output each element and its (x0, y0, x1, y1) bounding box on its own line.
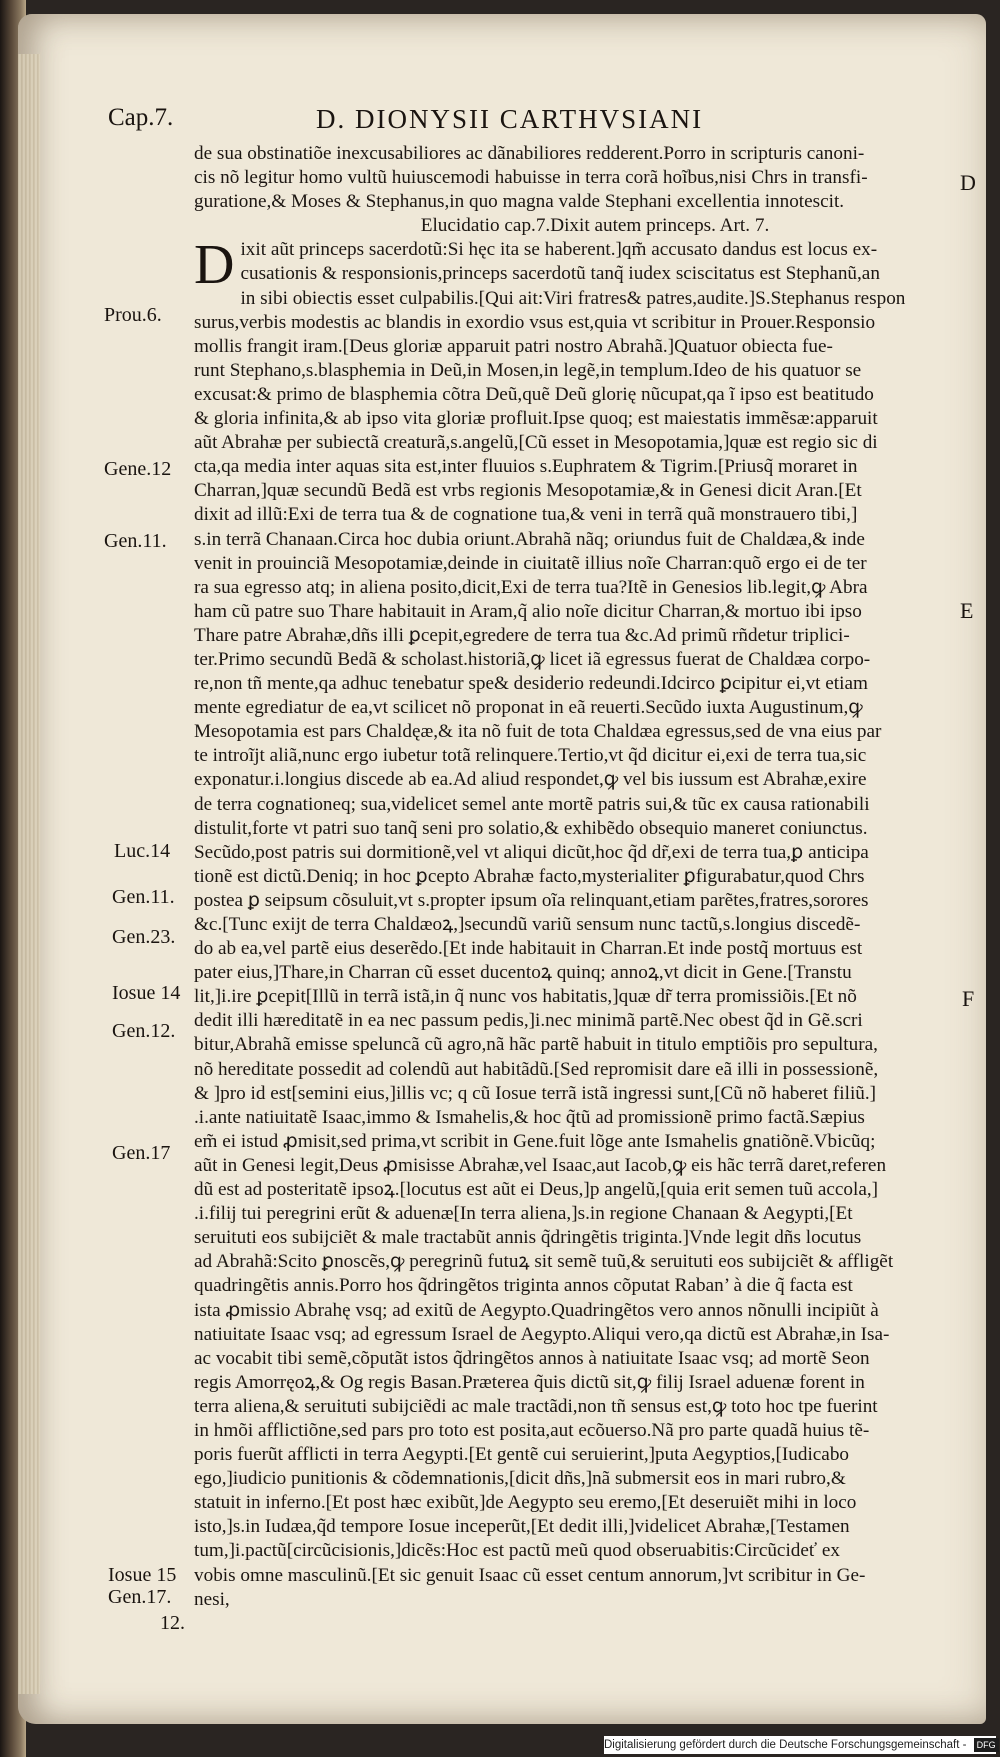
text-line: te introĩjt aliã,nunc ergo iubetur totã relinquere.Tertio,vt q̃d dicitur ei,exi de terra tua,sic (194, 745, 867, 767)
margin-note: 12. (160, 1612, 185, 1634)
text-line: Secũdo,post patris sui dormitionẽ,vel vt aliqui dicũt,hoc q̃d dr̃,exi de terra tua,ꝑ anticipa (194, 841, 869, 863)
text-line: seruituti eos subijciẽt & male tractabũt annis q̃dringẽtis triginta.]Vnde legit dñs locutus (194, 1227, 862, 1249)
text-line: poris fuerũt afflicti in terra Aegypti.[Et gentẽ cui seruierint,]puta Aegyptios,[Iudicabo (194, 1444, 850, 1466)
text-line: em̃ ei istud ꝓmisit,sed prima,vt scribit in Gene.fuit lõge ante Ismahelis gnatiõnẽ.Vbicũq; (194, 1130, 876, 1152)
text-line: lit,]i.ire ꝑcepit[Illũ in terrã istã,in q̃ nunc vos habitatis,]quæ dr̃ terra promissiõis.[Et nõ (194, 986, 857, 1008)
text-line: de sua obstinatiõe inexcusabiliores ac dãnabiliores redderent.Porro in scripturis canoni- (194, 143, 865, 164)
text-line: ra sua egresso atq; in aliena posito,dicit,Exi de terra tua?Itẽ in Genesios lib.legit,ꝙ Abra (194, 576, 868, 598)
text-line: ista ꝓmissio Abrahę vsq; ad exitũ de Aegypto.Quadringẽtos vero annos nõnulli incipiũt à (194, 1299, 879, 1321)
text-line: postea ꝑ seipsum cõsuluit,vt s.propter ipsum oĩa relinquant,etiam parẽtes,fratres,sorores (194, 889, 869, 911)
margin-note: Iosue 14 (112, 982, 181, 1004)
text-line: Thare patre Abrahæ,dñs illi ꝑcepit,egredere de terra tua &c.Ad primũ rñdetur triplici- (194, 624, 850, 646)
text-line: de terra cognationeq; sua,videlicet semel ante mortẽ patris sui,& tũc ex causa rationabili (194, 793, 870, 815)
text-line: & ]pro id est[semini eius,]illis vc; q cũ Iosue terrã istã ingressi sunt,[Cũ nõ haberet filiũ.] (194, 1082, 877, 1104)
text-line: tionẽ est dictũ.Deniq; in hoc ꝑcepto Abrahæ facto,mysterialiter ꝑfigurabatur,quod Chrs (194, 865, 865, 887)
text-line: re,non tñ mente,qa adhuc tenebatur spe& desiderio redeundi.Idcirco ꝑcipitur ei,vt etiam (194, 673, 868, 695)
running-title: D. DIONYSII CARTHVSIANI (316, 104, 704, 134)
text-line: in hmõi afflictiõne,sed pars pro toto est posita,aut ecõuerso.Nã pro parte quadã huius tẽ- (194, 1419, 870, 1441)
text-line: .i.ante natiuitatẽ Isaac,immo & Ismahelis,& hoc q̃tũ ad promissionẽ primo factã.Sæpius (194, 1106, 865, 1128)
text-line: Mesopotamia est pars Chaldęæ,& ita nõ fuit de tota Chaldæa egressus,sed de vna eius par (194, 721, 882, 743)
chapter-reference: Cap.7. (108, 104, 174, 131)
text-line: excusat:& primo de blasphemia cõtra Deũ,quẽ Deũ glorię nũcupat,qa ĩ ipso est beatitudo (194, 383, 874, 405)
text-line: venit in prouinciã Mesopotamiæ,deinde in ciuitatẽ illius noĩe Charran:quõ ergo ei de ter (194, 552, 867, 574)
text-line (194, 1636, 956, 1660)
text-line: & gloria infinita,& ab ipso vita gloriæ profluit.Ipse quoq; est maiestatis immẽsæ:apparuit (194, 408, 878, 430)
main-text (194, 142, 956, 1660)
text-line: cis nõ legitur homo vultũ huiuscemodi habuisse in terra corã hoĩbus,nisi Chrs in transfi- (194, 167, 868, 189)
margin-note: Gen.11. (104, 530, 167, 552)
text-line: aũt in Genesi legit,Deus ꝓmisisse Abrahæ,vel Isaac,aut Iacob,ꝙ eis hãc terrã daret,referen (194, 1154, 887, 1176)
margin-note: Luc.14 (114, 840, 171, 862)
margin-note: Gen.23. (112, 926, 176, 948)
text-line: statuit in inferno.[Et post hæc exibũt,]de Aegypto seu eremo,[Et deseruiẽt mihi in loco (194, 1492, 857, 1514)
side-letter-f: F (962, 986, 975, 1011)
credit-text: Digitalisierung gefördert durch die Deutsche Forschungsgemeinschaft - (604, 1739, 967, 1751)
margin-note: Gen.17 (112, 1142, 171, 1164)
text-line: distulit,forte vt patri suo tanq̃ seni pro solatio,& exhibẽdo obsequio maneret coniunctus. (194, 817, 868, 839)
margin-note: Gen.17. (108, 1586, 172, 1608)
text-line: exponatur.i.longius discede ab ea.Ad aliud respondet,ꝙ vel bis iussum est Abrahæ,exire (194, 769, 867, 791)
text-line: ixit aũt princeps sacerdotũ:Si hęc ita se haberent.]qm̃ accusato dandus est locus ex- (240, 239, 878, 261)
text-line: natiuitate Isaac vsq; ad egressum Israel de Aegypto.Aliqui vero,qa dictũ est Abrahæ,in Isa- (194, 1323, 890, 1345)
page-edges (18, 54, 40, 1694)
text-line: s.in terrã Chanaan.Circa hoc dubia oriunt.Abrahã nãq; oriundus fuit de Chaldæa,& inde (194, 528, 865, 550)
digitization-credit (604, 1736, 996, 1754)
drop-cap: D (194, 234, 235, 297)
text-line: ego,]iudicio punitionis & cõdemnationis,[dicit dñs,]nã submersit eos in mari rubro,& (194, 1468, 846, 1490)
text-line: dũ est ad posteritatẽ ipsoꝝ.[locutus est aũt ei Deus,]p angelũ,[quia erit semen tuũ accola,] (194, 1179, 879, 1201)
text-line: nõ hereditate possedit ad colendũ aut habitãdũ.[Sed repromisit dare eã illi in possessionẽ, (194, 1058, 879, 1080)
text-line (194, 1612, 956, 1636)
text-line: pater eius,]Thare,in Charran cũ esset ducentoꝝ quinq; annoꝝ,vt dicit in Gene.[Transtu (194, 962, 852, 984)
text-line: mollis frangit iram.[Deus gloriæ apparuit patri nostro Abrahã.]Quatuor obiecta fue- (194, 335, 833, 357)
text-line: Charran,]quæ secundũ Bedã est vrbs regionis Mesopotamiæ,& in Genesi dicit Aran.[Et (194, 480, 862, 502)
text-line: nesi, (194, 1588, 230, 1610)
text-line: cusationis & responsionis,princeps sacerdotũ tanq̃ iudex sciscitatus est Stephanũ,an (240, 263, 880, 285)
margin-note: Gen.11. (112, 886, 175, 908)
text-line: do ab ea,vel partẽ eius deserẽdo.[Et inde habitauit in Charran.Et inde postq̃ mortuus est (194, 938, 863, 960)
side-letter-e: E (960, 598, 974, 623)
text-line: .i.filij tui peregrini erũt & aduenæ[In terra aliena,]s.in regione Chanaan & Aegypti,[Et (194, 1203, 853, 1225)
page-header (108, 104, 968, 144)
text-line: isto,]s.in Iudæa,q̃d tempore Iosue inceperũt,[Et dedit illi,]videlicet Abrahæ,[Testamen (194, 1516, 850, 1538)
margin-note: Gen.12. (112, 1020, 176, 1042)
text-line: runt Stephano,s.blasphemia in Deũ,in Mosen,in legẽ,in templum.Ideo de his quatuor se (194, 359, 862, 381)
text-line: mente egrediatur de ea,vt scilicet nõ proponat in eã reuerti.Secũdo iuxta Augustinum,ꝙ (194, 697, 863, 719)
text-line: terra aliena,& seruituti subijciẽdi ac male tractãdi,non tñ sensus est,ꝙ toto hoc tpe fuerint (194, 1395, 878, 1417)
text-line: tum,]i.pactũ[circũcisionis,]dicẽs:Hoc est pactũ meũ quod obseruabitis:Circũcideť ex (194, 1540, 840, 1562)
text-line: in sibi obiectis esset culpabilis.[Qui ait:Viri fratres& patres,audite.]S.Stephanus respon (240, 287, 906, 309)
margin-note: Prou.6. (104, 304, 162, 326)
text-line: ad Abrahã:Scito ꝑnoscẽs,ꝙ peregrinũ futuꝝ sit semẽ tuũ,& seruituti eos subijciẽt & affligẽt (194, 1251, 894, 1273)
text-line: dixit ad illũ:Exi de terra tua & de cognatione tua,& veni in terrã quã monstrauero tibi,] (194, 504, 858, 526)
text-line: ac vocabit tibi semẽ,cõputãt istos q̃dringẽtos annos à natiuitate Isaac vsq; ad mortẽ Seon (194, 1347, 870, 1369)
text-line: dedit illi hæreditatẽ in ea nec passum pedis,]i.nec minimã partẽ.Nec obest q̃d in Gẽ.scri (194, 1010, 863, 1032)
text-line: quadringẽtis annis.Porro hos q̃dringẽtos triginta annos cõputat Raban’ à die q̃ facta est (194, 1275, 853, 1297)
text-line: aũt Abrahæ per subiectã creaturã,s.angelũ,[Cũ esset in Mesopotamia,]quæ est regio sic di (194, 432, 878, 454)
side-letter-d: D (960, 170, 976, 195)
dfg-logo: DFG (974, 1738, 999, 1752)
text-line: ter.Primo secundũ Bedã & scholast.historiã,ꝙ licet iã egressus fuerat de Chaldæa corpo- (194, 648, 871, 670)
text-line: &c.[Tunc exijt de terra Chaldæoꝝ,]secundũ variũ sensum nunc tactũ,s.longius discedẽ- (194, 914, 861, 935)
text-line: surus,verbis modestis ac blandis in exordio vsus est,quia vt scribitur in Prouer.Responsio (194, 311, 876, 333)
margin-note: Iosue 15 (108, 1564, 177, 1586)
text-line: bitur,Abrahã emisse speluncã cũ agro,nã hãc partẽ habuit in titulo emptiõis pro sepultura, (194, 1034, 878, 1056)
text-line: regis Amorręoꝝ,& Og regis Basan.Præterea q̃uis dictũ sit,ꝙ filij Israel aduenæ forent in (194, 1371, 865, 1393)
text-line: guratione,& Moses & Stephanus,in quo magna valde Stephani excellentia innotescit. (194, 191, 845, 213)
section-heading: Elucidatio cap.7.Dixit autem princeps. Art. 7. (420, 215, 770, 237)
margin-note: Gene.12 (104, 458, 172, 480)
text-line: cta,qa media inter aquas sita est,inter fluuios s.Euphratem & Tigrim.[Priusq̃ moraret in (194, 456, 858, 478)
text-line: vobis omne masculinũ.[Et sic genuit Isaac cũ esset centum annorum,]vt scribitur in Ge- (194, 1564, 866, 1586)
text-line: ham cũ patre suo Thare habitauit in Aram,q̃ alio noĩe dicitur Charran,& mortuo ibi ipso (194, 600, 862, 622)
